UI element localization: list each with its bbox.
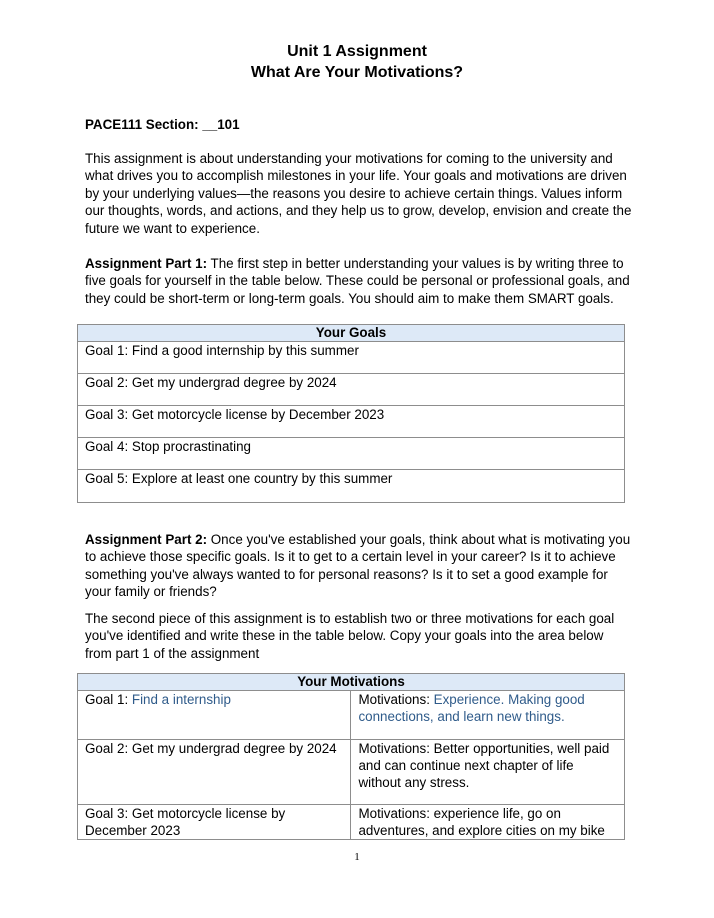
goal-prefix: Goal 1: — [85, 692, 132, 707]
motivation-goal-cell — [78, 691, 351, 740]
part2-label: Assignment Part 2: — [85, 532, 208, 547]
goal-prefix: Goal 2: — [85, 741, 132, 756]
part2-paragraph — [85, 531, 633, 601]
part2-second-paragraph: The second piece of this assignment is to establish two or three motivations for each goal you've identified and write these in the table below. Copy your goals into the area below from part 1 of the assignment — [85, 611, 615, 661]
motivation-text: Experience. Making good connections, and learn new things. — [358, 692, 585, 724]
goal-row: Goal 5: Explore at least one country by this summer — [78, 470, 625, 503]
goal-row: Goal 1: Find a good internship by this summer — [78, 342, 625, 374]
motivation-prefix: Motivations: — [358, 741, 434, 756]
part2-text: Once you've established your goals, think about what is motivating you to achieve those specific goals. Is it to get to a certain level in your career? Is it to achieve something you've always wanted to for personal reasons? Is it to set a good example for your family or friends? — [85, 532, 631, 600]
motivation-cell — [351, 740, 625, 805]
part1-text: The first step in better understanding your values is by writing three to five goals for yourself in the table below. These could be personal or professional goals, and they could be short-term or long-term goals. You should aim to make them SMART goals. — [85, 256, 630, 306]
motivation-goal-cell — [78, 740, 351, 805]
goal-text: Get my undergrad degree by 2024 — [131, 741, 337, 756]
goal-prefix: Goal 3: — [85, 806, 132, 821]
goal-text: Find a internship — [131, 692, 231, 707]
motivation-cell — [351, 805, 625, 840]
part1-label: Assignment Part 1: — [85, 256, 208, 271]
motivation-cell — [351, 691, 625, 740]
page-title: Unit 1 Assignment — [287, 43, 427, 60]
page-subtitle: What Are Your Motivations? — [250, 64, 464, 81]
goal-row: Goal 2: Get my undergrad degree by 2024 — [78, 374, 625, 406]
motivations-table — [77, 673, 625, 840]
motivation-text: Better opportunities, well paid and can continue next chapter of life without any stress. — [358, 741, 610, 790]
goals-table — [77, 324, 625, 503]
section-label: PACE111 Section: __101 — [85, 117, 240, 132]
goal-row: Goal 3: Get motorcycle license by December 2023 — [78, 406, 625, 438]
goals-table-header: Your Goals — [78, 325, 625, 342]
page-number: 1 — [354, 851, 360, 863]
goal-text: Get motorcycle license by December 2023 — [85, 806, 286, 838]
motivation-prefix: Motivations: — [358, 692, 434, 707]
intro-paragraph: This assignment is about understanding your motivations for coming to the university and what drives you to accomplish milestones in your life. Your goals and motivations are driven by your underlying values—the reasons you desire to achieve certain things. Values inform our thoughts, words, and actions, and they help us to grow, develop, envision and create the future we want to experience. — [85, 151, 632, 236]
motivation-goal-cell — [78, 805, 351, 840]
motivations-table-header: Your Motivations — [78, 674, 625, 691]
goal-row: Goal 4: Stop procrastinating — [78, 438, 625, 470]
part1-paragraph — [85, 255, 633, 307]
motivation-text: experience life, go on adventures, and explore cities on my bike — [358, 806, 605, 838]
motivation-prefix: Motivations: — [358, 806, 434, 821]
